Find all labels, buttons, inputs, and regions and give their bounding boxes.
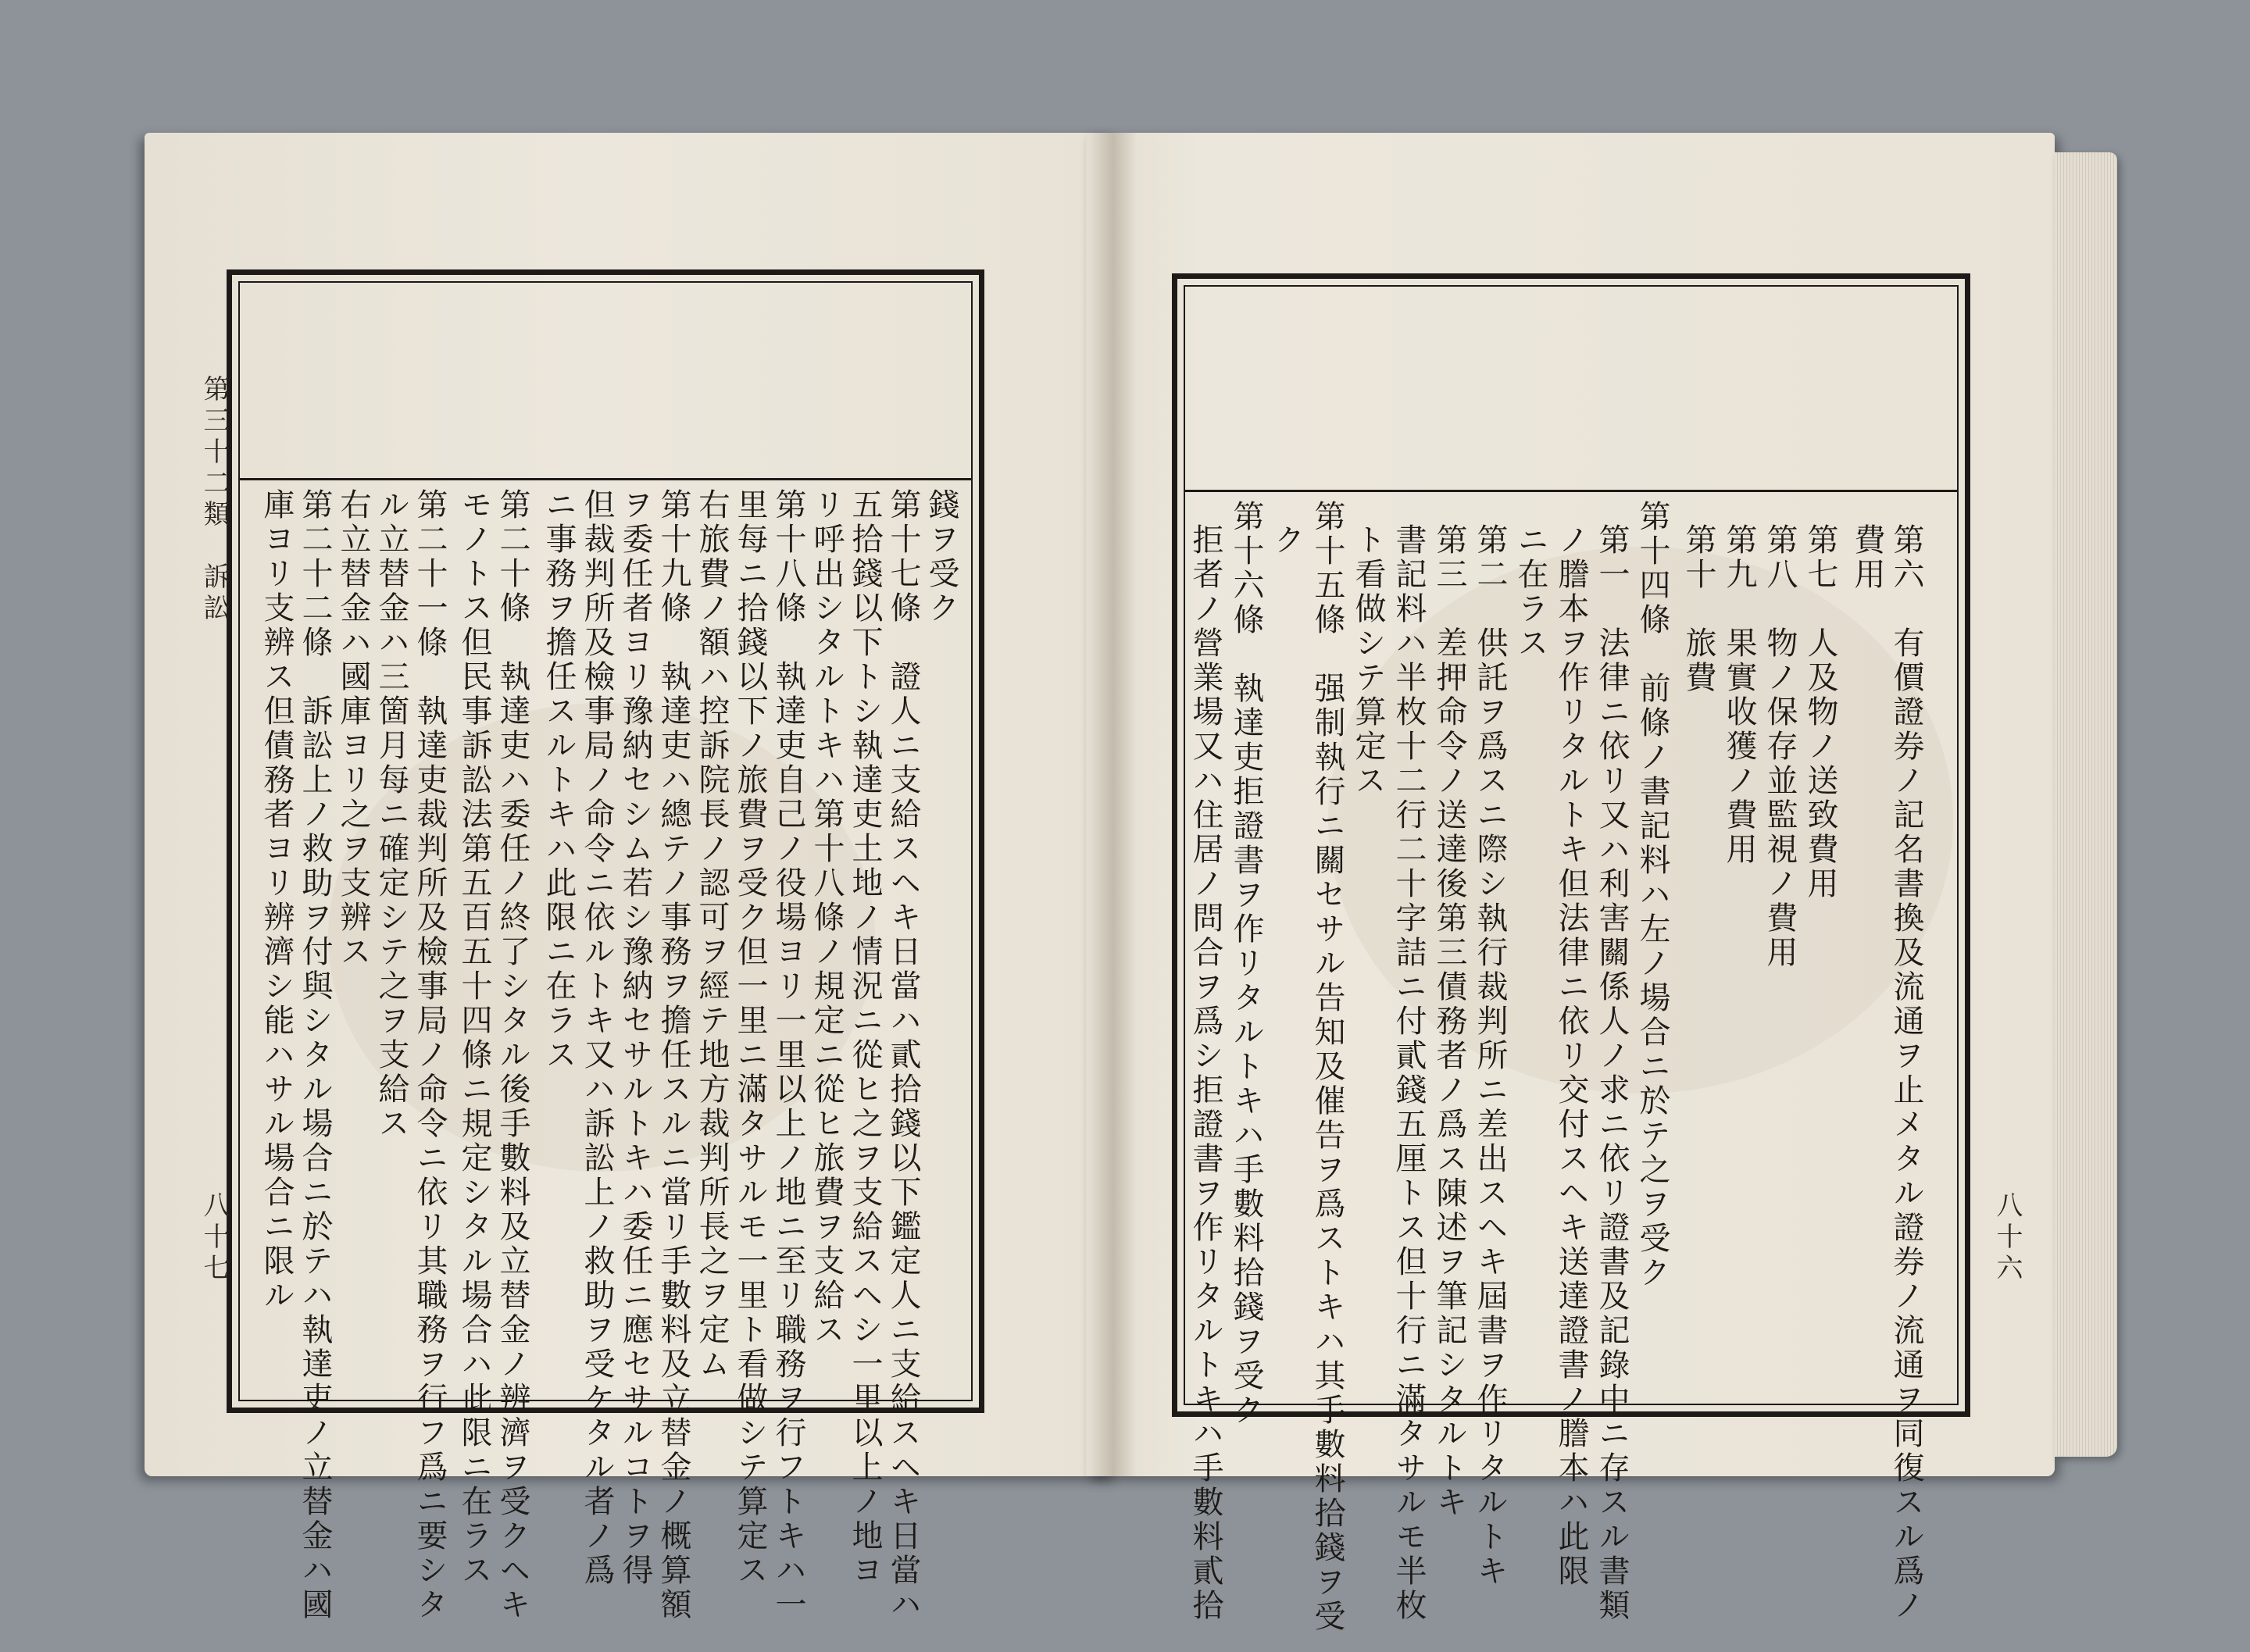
text-column: 庫ヨリ支辨ス但債務者ヨリ辨濟シ能ハサル場合ニ限ル bbox=[259, 488, 295, 1313]
text-column: 第二十一條 執達吏裁判所及檢事局ノ命令ニ依リ其職務ヲ行フ爲ニ要シタ bbox=[412, 488, 448, 1622]
text-column: ニ在ラス bbox=[1512, 523, 1548, 661]
text-column: ヲ委任者ヨリ豫納セシム若シ豫納セサルトキハ委任ニ應セサルコトヲ得 bbox=[617, 488, 653, 1588]
text-column: 第二 供託ヲ爲スニ際シ執行裁判所ニ差出スヘキ屆書ヲ作リタルトキ bbox=[1472, 523, 1508, 1589]
text-column: 第三 差押命令ノ送達後第三債務者ノ爲ス陳述ヲ筆記シタルトキ bbox=[1431, 523, 1467, 1520]
text-column: 第十九條 執達吏ハ總テノ事務ヲ擔任スルニ當リ手數料及立替金ノ概算額 bbox=[655, 488, 691, 1622]
text-column: 第八 物ノ保存並監視ノ費用 bbox=[1762, 523, 1798, 970]
text-column: 第九 果實收獲ノ費用 bbox=[1721, 523, 1757, 867]
right-page-number: 八十六 bbox=[1991, 1191, 2023, 1285]
text-column: 第二十條 執達吏ハ委任ノ終了シタル後手數料及立替金ノ辨濟ヲ受クヘキ bbox=[495, 488, 530, 1622]
text-column: 第二十二條 訴訟上ノ救助ヲ付與シタル場合ニ於テハ執達吏ノ立替金ハ國 bbox=[297, 488, 333, 1622]
text-column: 第七 人及物ノ送致費用 bbox=[1802, 523, 1838, 901]
header-rule bbox=[238, 478, 973, 480]
page-edges bbox=[2055, 152, 2117, 1457]
text-column: 第十 旅費 bbox=[1680, 523, 1716, 695]
text-column: 第一 法律ニ依リ又ハ利害關係人ノ求ニ依リ證書及記錄中ニ存スル書類 bbox=[1594, 523, 1630, 1623]
text-column: 右立替金ハ國庫ヨリ之ヲ支辨ス bbox=[335, 488, 371, 969]
text-column: 里每ニ拾錢以下ノ旅費ヲ受ク但一里ニ滿タサルモ一里ト看做シテ算定ス bbox=[732, 488, 768, 1588]
text-column: モノトス但民事訴訟法第五百五十四條ニ規定シタル場合ハ此限ニ在ラス bbox=[456, 488, 492, 1588]
text-column: 第十五條 强制執行ニ關セサル告知及催告ヲ爲ストキハ其手數料拾錢ヲ受 bbox=[1309, 500, 1345, 1634]
text-column: ル立替金ハ三箇月每ニ確定シテ之ヲ支給ス bbox=[373, 488, 409, 1141]
text-column: 第十四條 前條ノ書記料ハ左ノ場合ニ於テ之ヲ受ク bbox=[1634, 500, 1670, 1290]
text-column: ニ事務ヲ擔任スルトキハ此限ニ在ラス bbox=[541, 488, 577, 1072]
text-column: 第十八條 執達吏自己ノ役場ヨリ一里以上ノ地ニ至リ職務ヲ行フトキハ一 bbox=[770, 488, 806, 1622]
text-column: ト看做シテ算定ス bbox=[1350, 523, 1386, 798]
text-column: 書記料ハ半枚十二行二十字詰ニ付貳錢五厘トス但十行ニ滿タサルモ半枚 bbox=[1391, 523, 1427, 1623]
left-section-header: 第三十二類 訴訟 bbox=[198, 375, 230, 625]
left-page-number: 八十七 bbox=[198, 1191, 230, 1285]
book-gutter bbox=[1090, 133, 1137, 1476]
text-column: 第十六條 執達吏拒證書ヲ作リタルトキハ手數料拾錢ヲ受ク bbox=[1228, 500, 1264, 1428]
text-column: 拒者ノ營業場又ハ住居ノ問合ヲ爲シ拒證書ヲ作リタルトキハ手數料貳拾 bbox=[1188, 523, 1223, 1623]
text-column: 第六 有價證券ノ記名書換及流通ヲ止メタル證券ノ流通ヲ同復スル爲ノ bbox=[1888, 523, 1924, 1623]
text-column: 但裁判所及檢事局ノ命令ニ依ルトキ又ハ訴訟上ノ救助ヲ受ケタル者ノ爲 bbox=[579, 488, 615, 1588]
text-column: 錢ヲ受ク bbox=[923, 488, 959, 626]
text-column: ノ謄本ヲ作リタルトキ但法律ニ依リ交付スヘキ送達證書ノ謄本ハ此限 bbox=[1553, 523, 1589, 1589]
text-column: 右旅費ノ額ハ控訴院長ノ認可ヲ經テ地方裁判所長之ヲ定ム bbox=[694, 488, 730, 1382]
header-rule bbox=[1184, 490, 1959, 492]
text-column: リ呼出シタルトキハ第十八條ノ規定ニ從ヒ旅費ヲ支給ス bbox=[809, 488, 845, 1347]
text-column: 五拾錢以下トシ執達吏土地ノ情況ニ從ヒ之ヲ支給スヘシ一里以上ノ地ヨ bbox=[847, 488, 883, 1588]
text-column: 費用 bbox=[1849, 523, 1885, 592]
text-column: ク bbox=[1269, 523, 1305, 558]
text-column: 第十七條 證人ニ支給スヘキ日當ハ貳拾錢以下鑑定人ニ支給スヘキ日當ハ bbox=[885, 488, 921, 1622]
